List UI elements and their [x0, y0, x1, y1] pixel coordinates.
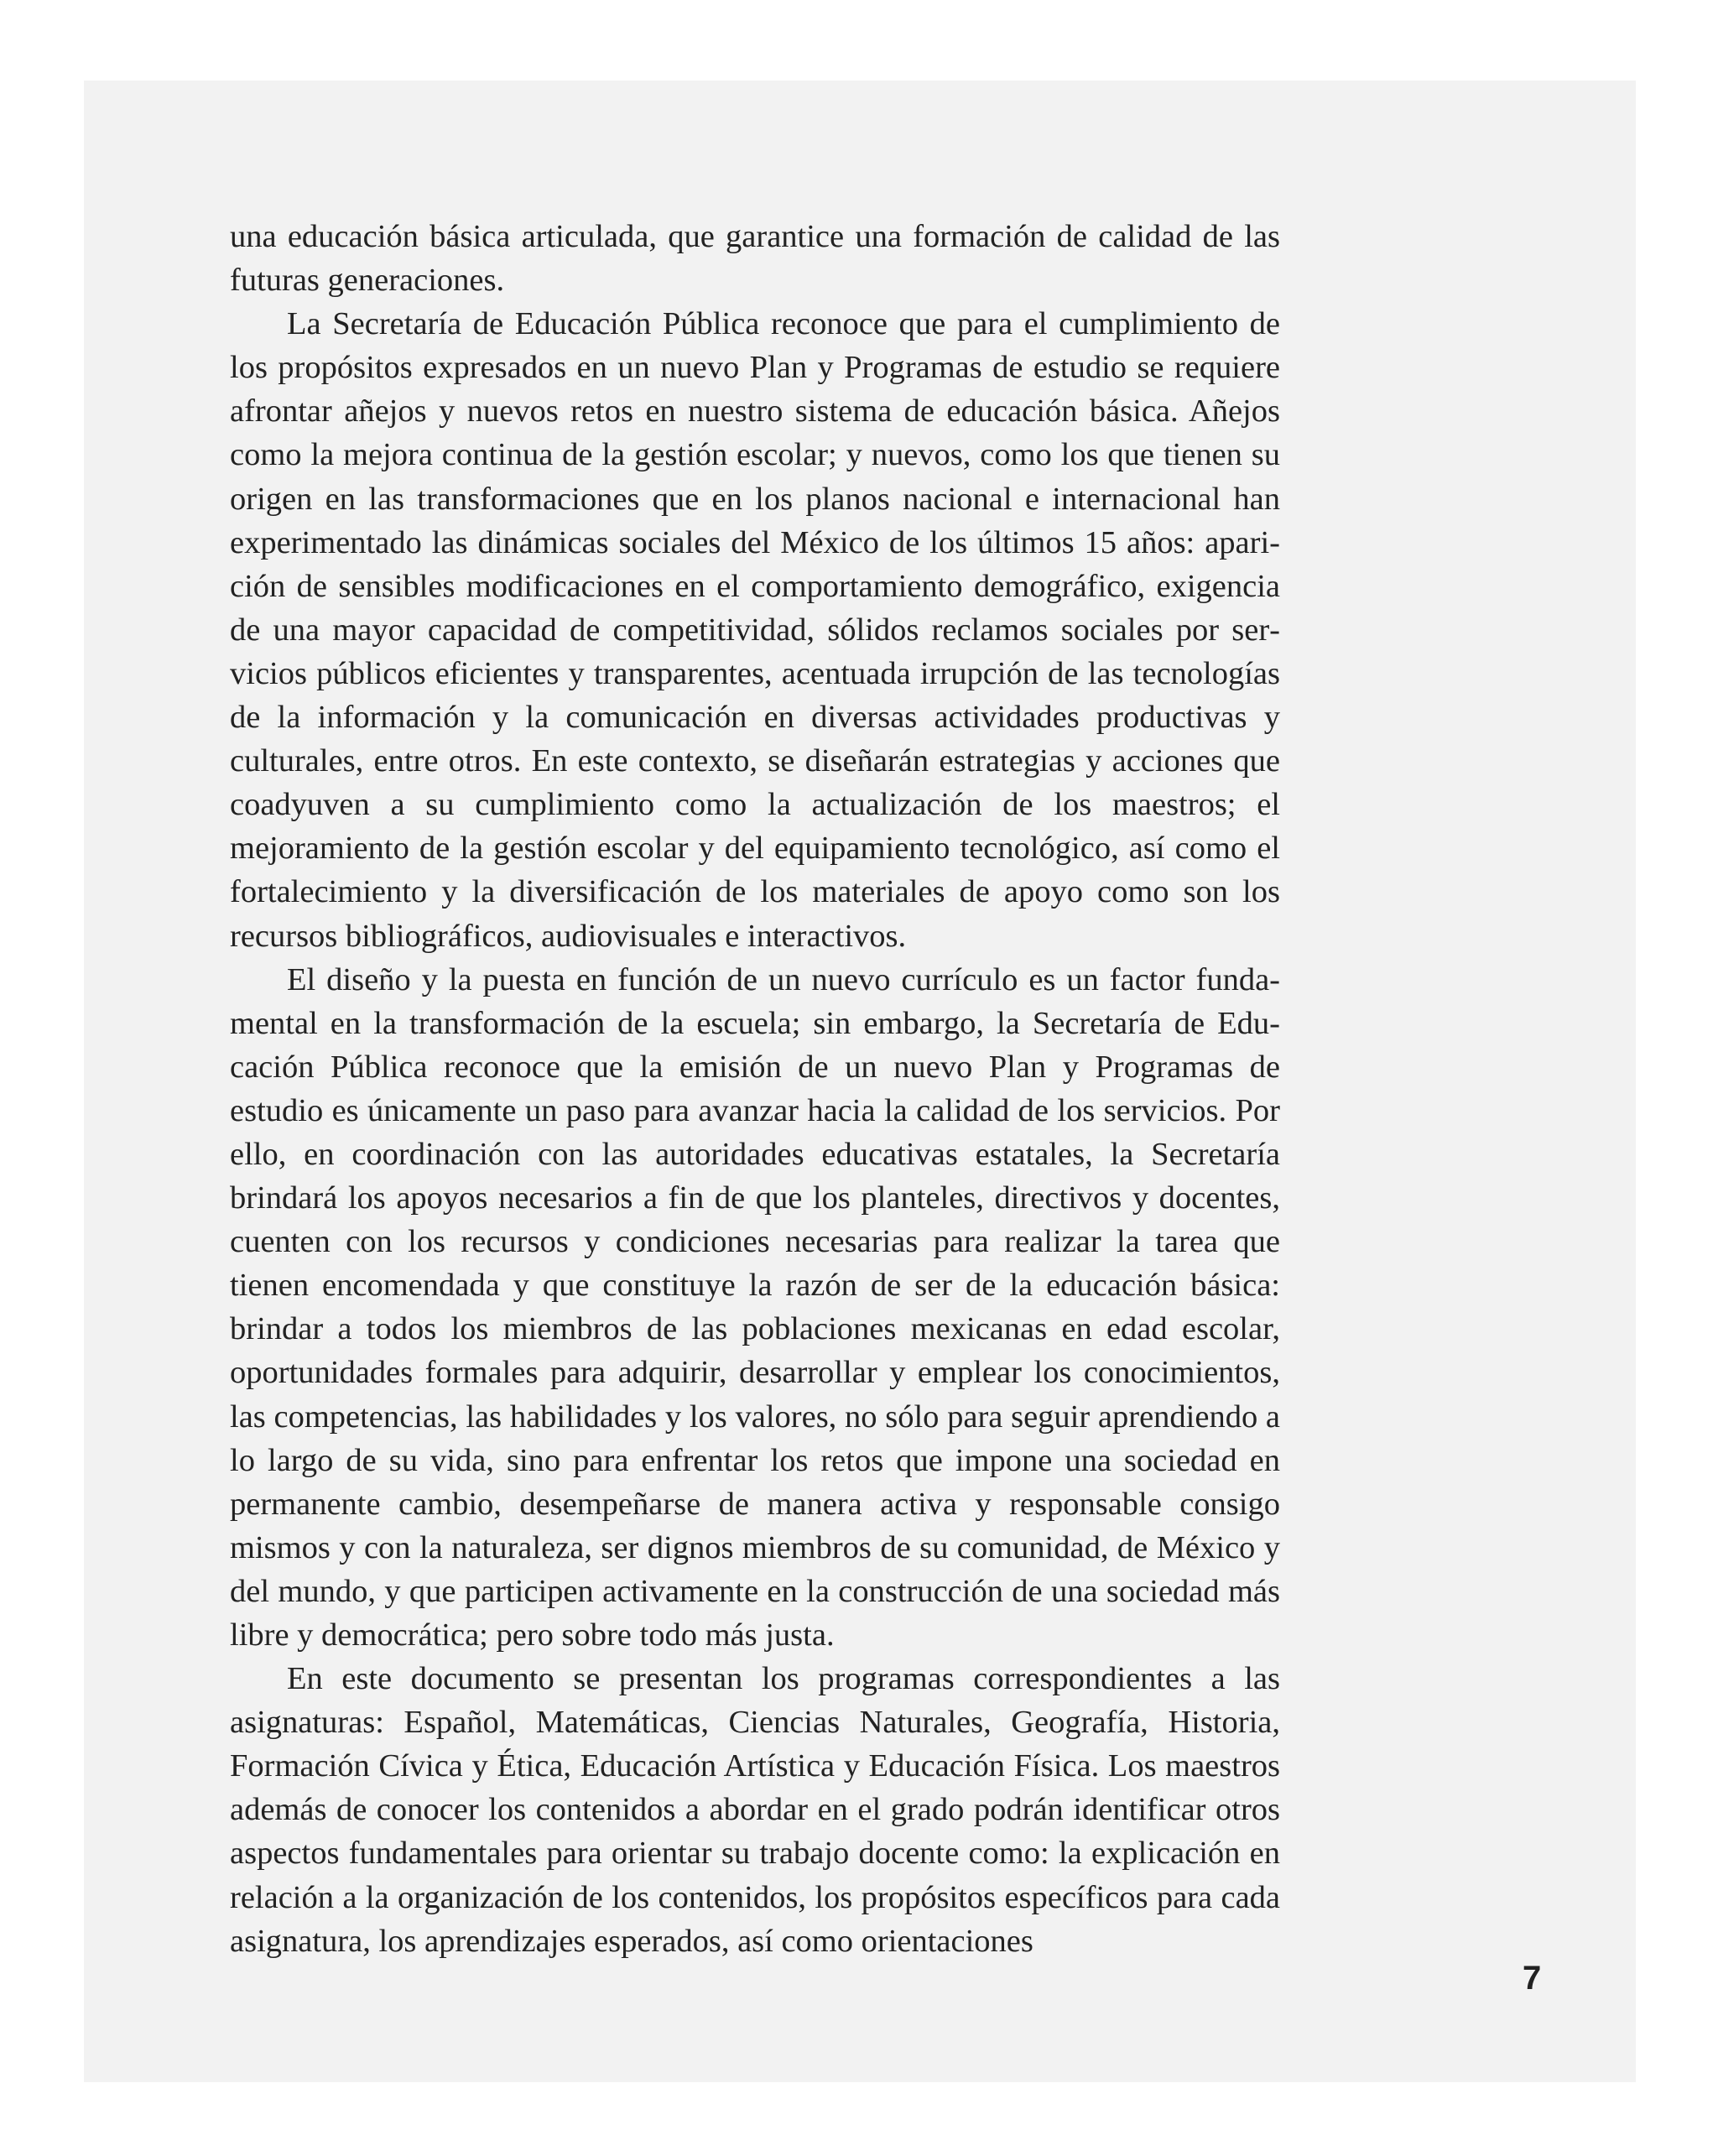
paragraph-continuation: una educación básica articulada, que garantice una formación de calidad de las futuras generaciones.	[230, 219, 1280, 299]
document-page	[84, 81, 1636, 2082]
paragraph-curriculum: El diseño y la puesta en función de un nuevo currículo es un factor fundamental en la transformación de la escuela; sin embargo, la Secretaría de Educación Pública reconoce que la emisión de un nuevo Plan y Programas de estudio es únicamente un paso para avanzar hacia la calidad de los servicios. Por ello, en coordinación con las autoridades educativas estatales, la Secretaría brindará los apoyos necesarios a fin de que los planteles, directivos y docentes, cuenten con los recursos y condiciones necesarias para realizar la tarea que tienen encomendada y que constituye la razón de ser de la educación básica: brindar a todos los miembros de las poblaciones mexicanas en edad escolar, oportunidades formales para adquirir, desarrollar y emplear los conocimientos, las competencias, las habilidades y los valores, no sólo para seguir aprendiendo a lo largo de su vida, sino para enfrentar los retos que impone una sociedad en permanente cambio, desempeñarse de manera activa y responsable consigo mismos y con la naturaleza, ser dignos miembros de su comunidad, de México y del mundo, y que participen activamente en la construcción de una sociedad más libre y democrática; pero sobre todo más justa.	[230, 961, 1280, 1653]
paragraph-subjects: En este documento se presentan los programas correspondientes a las asignaturas: Español, Matemáticas, Ciencias Naturales, Geografía, Historia, Formación Cívica y Ética, Educación Artística y Educación Física. Los maestros además de conocer los contenidos a abordar en el grado podrán identificar otros aspectos fundamentales para orientar su trabajo docente como: la explicación en relación a la organización de los contenidos, los propósitos específicos para cada asignatura, los aprendizajes esperados, así como orientaciones	[230, 1661, 1280, 1959]
page-number: 7	[1523, 1960, 1542, 1997]
paragraph-challenges: La Secretaría de Educación Pública reconoce que para el cumplimiento de los propósitos expresados en un nuevo Plan y Programas de estudio se requiere afrontar añejos y nuevos retos en nuestro sistema de educación básica. Añejos como la mejora continua de la gestión escolar; y nuevos, como los que tienen su origen en las transformaciones que en los planos nacional e internacional han experimentado las dinámicas sociales del México de los últimos 15 años: aparición de sensibles modificaciones en el comportamiento demográfico, exigencia de una mayor capacidad de competitividad, sólidos reclamos sociales por servicios públicos eficientes y transparentes, acentuada irrupción de las tecnologías de la información y la comunicación en diversas actividades productivas y culturales, entre otros. En este contexto, se diseñarán estrategias y acciones que coadyuven a su cumplimiento como la actualización de los maestros; el mejoramiento de la gestión escolar y del equipamiento tecnológico, así como el fortalecimiento y la diversificación de los materiales de apoyo como son los recursos bibliográficos, audiovisuales e interactivos.	[230, 306, 1280, 954]
body-text	[230, 215, 1280, 1963]
